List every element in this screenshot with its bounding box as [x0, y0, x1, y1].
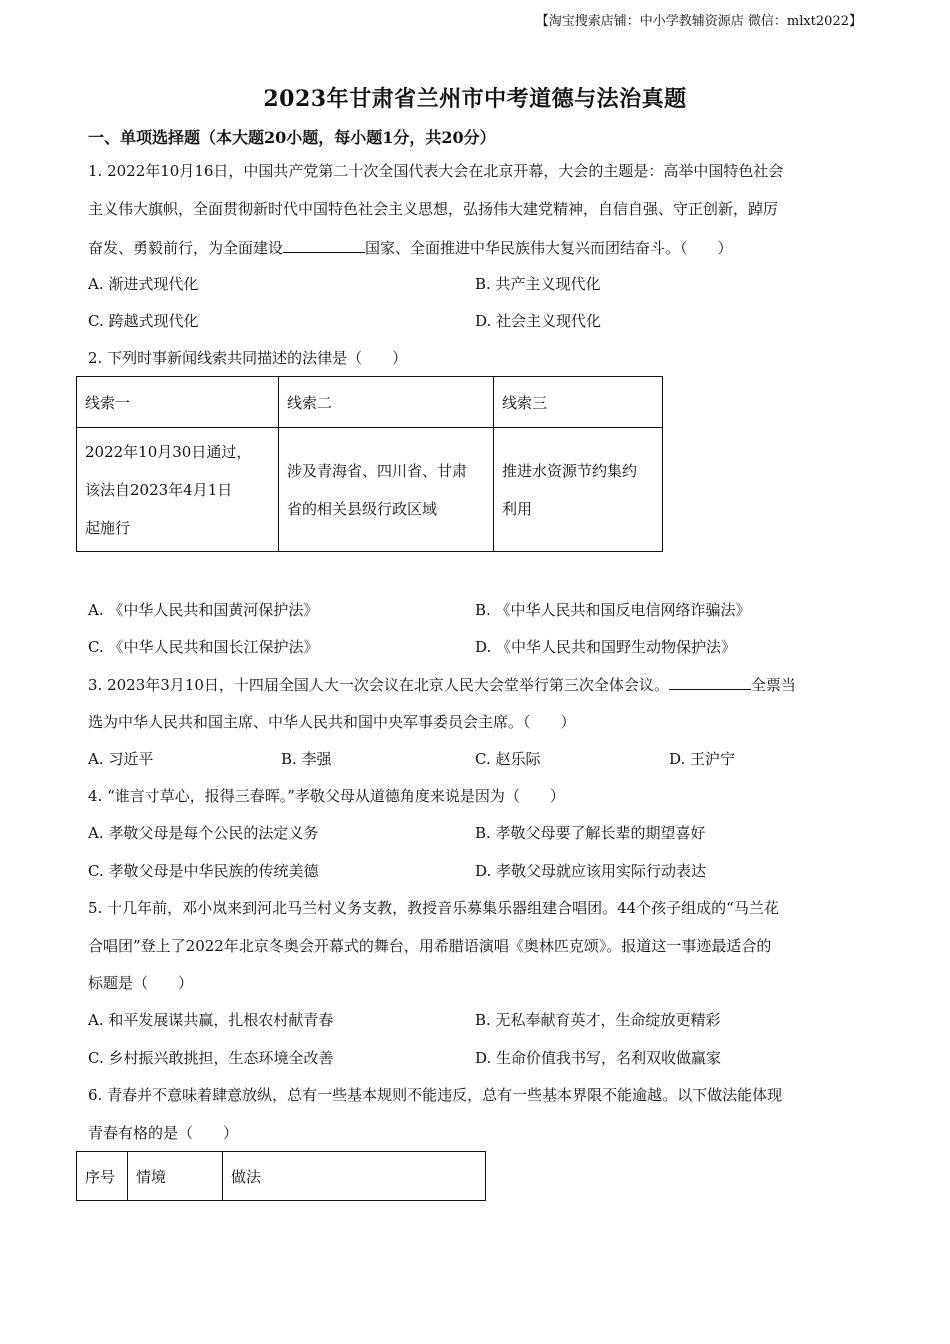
q3-line1-end: 全票当 [750, 676, 796, 694]
cell-line: 推进水资源节约集约 [502, 461, 638, 480]
answer-blank [283, 236, 365, 253]
q2-option-c: C. 《中华人民共和国长江保护法》 [88, 638, 319, 656]
q5-option-b: B. 无私奉献育英才，生命绽放更精彩 [475, 1011, 721, 1029]
header-note: 【淘宝搜索店铺：中小学教辅资源店 微信：mlxt2022】 [535, 14, 862, 29]
q1-line3 [88, 236, 868, 258]
q4-option-a: A. 孝敬父母是每个公民的法定义务 [88, 824, 319, 842]
q5-option-c: C. 乡村振兴敢挑担，生态环境全改善 [88, 1049, 334, 1067]
q5-line3: 标题是（ ） [88, 974, 194, 992]
q1-option-a: A. 渐进式现代化 [88, 275, 199, 293]
q5-line2: 合唱团”登上了2022年北京冬奥会开幕式的舞台，用希腊语演唱《奥林匹克颂》。报道这一事迹最适合的 [88, 937, 772, 955]
q2-option-a: A. 《中华人民共和国黄河保护法》 [88, 601, 319, 619]
table-header-row [77, 377, 663, 428]
q6-line1: 6. 青春并不意味着肆意放纵，总有一些基本规则不能违反，总有一些基本界限不能逾越。以下做法能体现 [88, 1086, 783, 1104]
q1-line2: 主义伟大旗帜，全面贯彻新时代中国特色社会主义思想，弘扬伟大建党精神，自信自强、守正创新，踔厉 [88, 200, 779, 218]
cell-line: 起施行 [85, 518, 131, 537]
q3-option-c: C. 赵乐际 [475, 750, 541, 768]
section-heading: 一、单项选择题（本大题20小题，每小题1分，共20分） [88, 128, 496, 147]
table-header-cell: 线索二 [279, 377, 494, 428]
q6-line2: 青春有格的是（ ） [88, 1124, 239, 1142]
table-header-cell: 序号 [77, 1152, 128, 1201]
table-header-cell: 线索一 [77, 377, 279, 428]
q5-line1: 5. 十几年前，邓小岚来到河北马兰村义务支教，教授音乐募集乐器组建合唱团。44个孩子组成的“马兰花 [88, 899, 779, 917]
q4-option-c: C. 孝敬父母是中华民族的传统美德 [88, 862, 319, 880]
table-header-cell: 做法 [223, 1152, 486, 1201]
cell-line: 利用 [502, 499, 533, 518]
cell-line: 2022年10月30日通过， [85, 442, 252, 461]
q1-line3-start: 奋发、勇毅前行，为全面建设 [88, 239, 284, 257]
q1-option-b: B. 共产主义现代化 [475, 275, 601, 293]
page-title: 2023年甘肃省兰州市中考道德与法治真题 [263, 86, 687, 112]
q1-line1: 1. 2022年10月16日，中国共产党第二十次全国代表大会在北京开幕，大会的主题是：高举中国特色社会 [88, 162, 784, 180]
table-row [77, 428, 663, 552]
cell-line: 涉及青海省、四川省、甘肃 [287, 461, 468, 480]
table-cell [77, 428, 279, 552]
q3-option-b: B. 李强 [281, 750, 332, 768]
q4-stem: 4. “谁言寸草心，报得三春晖。”孝敬父母从道德角度来说是因为（ ） [88, 787, 565, 805]
table-header-row [77, 1152, 486, 1201]
q2-option-b: B. 《中华人民共和国反电信网络诈骗法》 [475, 601, 751, 619]
q2-option-d: D. 《中华人民共和国野生动物保护法》 [475, 638, 737, 656]
answer-blank [669, 673, 751, 690]
q3-option-d: D. 王沪宁 [669, 750, 736, 768]
q5-option-a: A. 和平发展谋共赢，扎根农村献青春 [88, 1011, 334, 1029]
cell-line: 该法自2023年4月1日 [85, 480, 233, 499]
q5-option-d: D. 生命价值我书写，名利双收做赢家 [475, 1049, 722, 1067]
table-header-cell: 情境 [128, 1152, 223, 1201]
q3-line1-start: 3. 2023年3月10日，十四届全国人大一次会议在北京人民大会堂举行第三次全体会议。 [88, 676, 669, 694]
q1-option-c: C. 跨越式现代化 [88, 312, 199, 330]
q1-line3-end: 国家、全面推进中华民族伟大复兴而团结奋斗。（ ） [365, 239, 733, 257]
table-cell [494, 428, 663, 552]
q4-option-b: B. 孝敬父母要了解长辈的期望喜好 [475, 824, 706, 842]
q3-option-a: A. 习近平 [88, 750, 154, 768]
q6-table [76, 1151, 486, 1201]
q1-option-d: D. 社会主义现代化 [475, 312, 602, 330]
q2-stem: 2. 下列时事新闻线索共同描述的法律是（ ） [88, 349, 408, 367]
q2-clue-table [76, 376, 663, 552]
q4-option-d: D. 孝敬父母就应该用实际行动表达 [475, 862, 707, 880]
table-cell [279, 428, 494, 552]
q3-line1 [88, 673, 868, 695]
cell-line: 省的相关县级行政区域 [287, 499, 438, 518]
q3-line2: 选为中华人民共和国主席、中华人民共和国中央军事委员会主席。（ ） [88, 713, 576, 731]
table-header-cell: 线索三 [494, 377, 663, 428]
